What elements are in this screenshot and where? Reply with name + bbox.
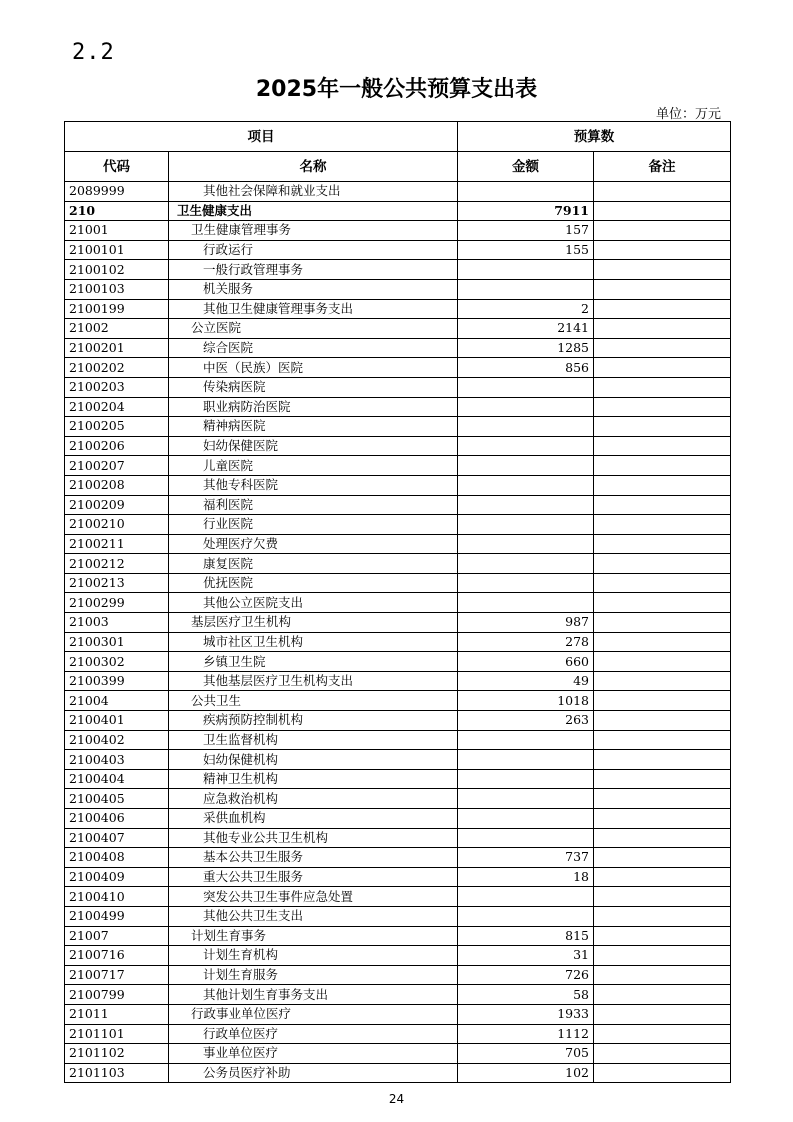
row-name: 行政单位医疗 (169, 1024, 458, 1044)
row-note (594, 417, 731, 437)
table-row (65, 299, 731, 319)
row-note (594, 377, 731, 397)
row-amount: 7911 (458, 201, 594, 221)
row-note (594, 279, 731, 299)
row-note (594, 691, 731, 711)
row-name: 计划生育机构 (169, 946, 458, 966)
row-amount (458, 534, 594, 554)
row-amount (458, 495, 594, 515)
row-code: 2100499 (65, 906, 169, 926)
row-note (594, 397, 731, 417)
row-note (594, 789, 731, 809)
row-note (594, 965, 731, 985)
row-amount: 155 (458, 240, 594, 260)
row-note (594, 1004, 731, 1024)
table-row (65, 926, 731, 946)
table-row (65, 867, 731, 887)
row-code: 2100405 (65, 789, 169, 809)
row-note (594, 240, 731, 260)
row-code: 2100799 (65, 985, 169, 1005)
row-amount: 1933 (458, 1004, 594, 1024)
row-code: 2100409 (65, 867, 169, 887)
row-code: 2100203 (65, 377, 169, 397)
table-row (65, 750, 731, 770)
row-code: 2100407 (65, 828, 169, 848)
row-note (594, 554, 731, 574)
row-name: 行业医院 (169, 515, 458, 535)
row-amount (458, 515, 594, 535)
row-name: 综合医院 (169, 338, 458, 358)
row-amount (458, 436, 594, 456)
row-note (594, 730, 731, 750)
row-name: 疾病预防控制机构 (169, 711, 458, 731)
table-row (65, 417, 731, 437)
row-amount (458, 456, 594, 476)
row-code: 21011 (65, 1004, 169, 1024)
row-code: 2101103 (65, 1063, 169, 1083)
row-code: 2101101 (65, 1024, 169, 1044)
row-code: 2100103 (65, 279, 169, 299)
row-name: 福利医院 (169, 495, 458, 515)
row-note (594, 573, 731, 593)
table-row (65, 240, 731, 260)
row-code: 2100404 (65, 769, 169, 789)
row-note (594, 456, 731, 476)
row-amount (458, 260, 594, 280)
table-row (65, 475, 731, 495)
row-code: 2100199 (65, 299, 169, 319)
row-name: 传染病医院 (169, 377, 458, 397)
row-note (594, 593, 731, 613)
row-note (594, 515, 731, 535)
page-title: 2025年一般公共预算支出表 (255, 77, 538, 102)
row-note (594, 221, 731, 241)
table-row (65, 279, 731, 299)
row-code: 2100408 (65, 848, 169, 868)
row-note (594, 711, 731, 731)
row-note (594, 299, 731, 319)
row-name: 其他专业公共卫生机构 (169, 828, 458, 848)
table-row (65, 730, 731, 750)
table-row (65, 848, 731, 868)
table-row (65, 965, 731, 985)
row-name: 重大公共卫生服务 (169, 867, 458, 887)
row-name: 应急救治机构 (169, 789, 458, 809)
row-note (594, 201, 731, 221)
table-body (65, 182, 731, 1083)
row-amount: 31 (458, 946, 594, 966)
row-note (594, 1044, 731, 1064)
row-name: 卫生监督机构 (169, 730, 458, 750)
row-name: 事业单位医疗 (169, 1044, 458, 1064)
row-name: 其他公立医院支出 (169, 593, 458, 613)
row-note (594, 534, 731, 554)
row-name: 计划生育事务 (169, 926, 458, 946)
table-row (65, 338, 731, 358)
row-note (594, 926, 731, 946)
row-note (594, 809, 731, 829)
table-row (65, 221, 731, 241)
table-row (65, 554, 731, 574)
row-amount: 102 (458, 1063, 594, 1083)
table-row (65, 260, 731, 280)
page-number: 24 (388, 1092, 405, 1106)
row-note (594, 671, 731, 691)
table-row (65, 809, 731, 829)
row-name: 中医（民族）医院 (169, 358, 458, 378)
table-row (65, 377, 731, 397)
table-row (65, 593, 731, 613)
header-amount: 金额 (458, 152, 594, 182)
row-amount: 1018 (458, 691, 594, 711)
row-note (594, 632, 731, 652)
row-amount (458, 573, 594, 593)
row-amount: 987 (458, 613, 594, 633)
table-row (65, 769, 731, 789)
row-amount (458, 789, 594, 809)
table-row (65, 632, 731, 652)
table-row (65, 358, 731, 378)
row-note (594, 887, 731, 907)
table-row (65, 671, 731, 691)
row-note (594, 828, 731, 848)
row-amount: 278 (458, 632, 594, 652)
row-name: 卫生健康支出 (169, 201, 458, 221)
row-name: 其他基层医疗卫生机构支出 (169, 671, 458, 691)
row-note (594, 613, 731, 633)
row-note (594, 906, 731, 926)
table-header (65, 122, 731, 182)
header-code: 代码 (65, 152, 169, 182)
row-note (594, 946, 731, 966)
row-code: 2100205 (65, 417, 169, 437)
row-amount: 660 (458, 652, 594, 672)
table-row (65, 1063, 731, 1083)
table-row (65, 515, 731, 535)
row-name: 基本公共卫生服务 (169, 848, 458, 868)
table-row (65, 789, 731, 809)
table-row (65, 436, 731, 456)
row-name: 其他计划生育事务支出 (169, 985, 458, 1005)
row-code: 2100403 (65, 750, 169, 770)
row-code: 2100401 (65, 711, 169, 731)
row-note (594, 475, 731, 495)
row-code: 2100201 (65, 338, 169, 358)
row-amount (458, 828, 594, 848)
row-amount (458, 554, 594, 574)
row-code: 2100406 (65, 809, 169, 829)
table-row (65, 711, 731, 731)
table-row (65, 319, 731, 339)
row-code: 2100302 (65, 652, 169, 672)
table-row (65, 182, 731, 202)
row-amount (458, 475, 594, 495)
row-name: 其他社会保障和就业支出 (169, 182, 458, 202)
row-note (594, 985, 731, 1005)
row-amount: 815 (458, 926, 594, 946)
row-amount (458, 906, 594, 926)
table-row (65, 495, 731, 515)
row-note (594, 358, 731, 378)
row-amount: 49 (458, 671, 594, 691)
row-code: 2100210 (65, 515, 169, 535)
table-row (65, 613, 731, 633)
table-row (65, 573, 731, 593)
row-amount (458, 809, 594, 829)
budget-table (64, 121, 731, 1083)
row-code: 2100206 (65, 436, 169, 456)
table-row (65, 1004, 731, 1024)
row-code: 2100207 (65, 456, 169, 476)
row-note (594, 436, 731, 456)
row-amount: 263 (458, 711, 594, 731)
row-name: 城市社区卫生机构 (169, 632, 458, 652)
row-amount: 737 (458, 848, 594, 868)
row-name: 采供血机构 (169, 809, 458, 829)
row-amount: 58 (458, 985, 594, 1005)
row-name: 卫生健康管理事务 (169, 221, 458, 241)
row-code: 2100717 (65, 965, 169, 985)
row-name: 机关服务 (169, 279, 458, 299)
row-note (594, 1063, 731, 1083)
row-name: 处理医疗欠费 (169, 534, 458, 554)
row-code: 2100716 (65, 946, 169, 966)
row-name: 行政运行 (169, 240, 458, 260)
table-row (65, 906, 731, 926)
row-amount (458, 279, 594, 299)
table-row (65, 691, 731, 711)
row-name: 职业病防治医院 (169, 397, 458, 417)
unit-label: 单位：万元 (655, 107, 721, 122)
row-name: 公共卫生 (169, 691, 458, 711)
row-name: 公立医院 (169, 319, 458, 339)
row-code: 2100213 (65, 573, 169, 593)
row-amount (458, 182, 594, 202)
row-name: 妇幼保健医院 (169, 436, 458, 456)
row-code: 2100102 (65, 260, 169, 280)
table-row (65, 985, 731, 1005)
table-row (65, 946, 731, 966)
row-name: 精神病医院 (169, 417, 458, 437)
header-item-group: 项目 (65, 122, 458, 152)
row-amount (458, 730, 594, 750)
row-code: 2100410 (65, 887, 169, 907)
row-code: 2100212 (65, 554, 169, 574)
row-amount: 726 (458, 965, 594, 985)
row-note (594, 319, 731, 339)
row-name: 其他公共卫生支出 (169, 906, 458, 926)
row-name: 妇幼保健机构 (169, 750, 458, 770)
table-row (65, 887, 731, 907)
table-row (65, 1024, 731, 1044)
row-code: 2100399 (65, 671, 169, 691)
row-code: 21003 (65, 613, 169, 633)
table-row (65, 456, 731, 476)
row-code: 21002 (65, 319, 169, 339)
row-name: 精神卫生机构 (169, 769, 458, 789)
row-note (594, 260, 731, 280)
row-note (594, 867, 731, 887)
table-row (65, 828, 731, 848)
row-amount: 1112 (458, 1024, 594, 1044)
table-row (65, 652, 731, 672)
row-note (594, 182, 731, 202)
row-note (594, 1024, 731, 1044)
table-row (65, 534, 731, 554)
row-name: 计划生育服务 (169, 965, 458, 985)
row-amount: 856 (458, 358, 594, 378)
row-code: 2089999 (65, 182, 169, 202)
row-code: 2100301 (65, 632, 169, 652)
row-code: 2100204 (65, 397, 169, 417)
row-amount (458, 593, 594, 613)
row-note (594, 769, 731, 789)
row-amount: 157 (458, 221, 594, 241)
row-note (594, 652, 731, 672)
table-row (65, 201, 731, 221)
row-name: 其他专科医院 (169, 475, 458, 495)
row-name: 儿童医院 (169, 456, 458, 476)
header-note: 备注 (594, 152, 731, 182)
row-code: 2100209 (65, 495, 169, 515)
row-amount (458, 417, 594, 437)
row-name: 乡镇卫生院 (169, 652, 458, 672)
row-name: 行政事业单位医疗 (169, 1004, 458, 1024)
row-code: 2100101 (65, 240, 169, 260)
row-amount: 2 (458, 299, 594, 319)
header-name: 名称 (169, 152, 458, 182)
row-amount: 705 (458, 1044, 594, 1064)
row-code: 2101102 (65, 1044, 169, 1064)
row-code: 210 (65, 201, 169, 221)
header-budget-group: 预算数 (458, 122, 731, 152)
row-name: 突发公共卫生事件应急处置 (169, 887, 458, 907)
row-amount: 2141 (458, 319, 594, 339)
row-code: 21004 (65, 691, 169, 711)
row-code: 2100299 (65, 593, 169, 613)
row-name: 一般行政管理事务 (169, 260, 458, 280)
row-code: 2100211 (65, 534, 169, 554)
row-name: 基层医疗卫生机构 (169, 613, 458, 633)
row-code: 2100202 (65, 358, 169, 378)
row-name: 康复医院 (169, 554, 458, 574)
row-code: 2100208 (65, 475, 169, 495)
row-note (594, 338, 731, 358)
table-row (65, 1044, 731, 1064)
row-note (594, 495, 731, 515)
row-name: 其他卫生健康管理事务支出 (169, 299, 458, 319)
row-note (594, 848, 731, 868)
row-amount (458, 377, 594, 397)
row-name: 优抚医院 (169, 573, 458, 593)
row-code: 21007 (65, 926, 169, 946)
table-row (65, 397, 731, 417)
row-amount: 18 (458, 867, 594, 887)
row-amount (458, 397, 594, 417)
row-code: 21001 (65, 221, 169, 241)
row-amount (458, 769, 594, 789)
row-amount (458, 887, 594, 907)
row-note (594, 750, 731, 770)
row-amount: 1285 (458, 338, 594, 358)
section-number: 2.2 (72, 40, 115, 65)
row-name: 公务员医疗补助 (169, 1063, 458, 1083)
row-code: 2100402 (65, 730, 169, 750)
row-amount (458, 750, 594, 770)
